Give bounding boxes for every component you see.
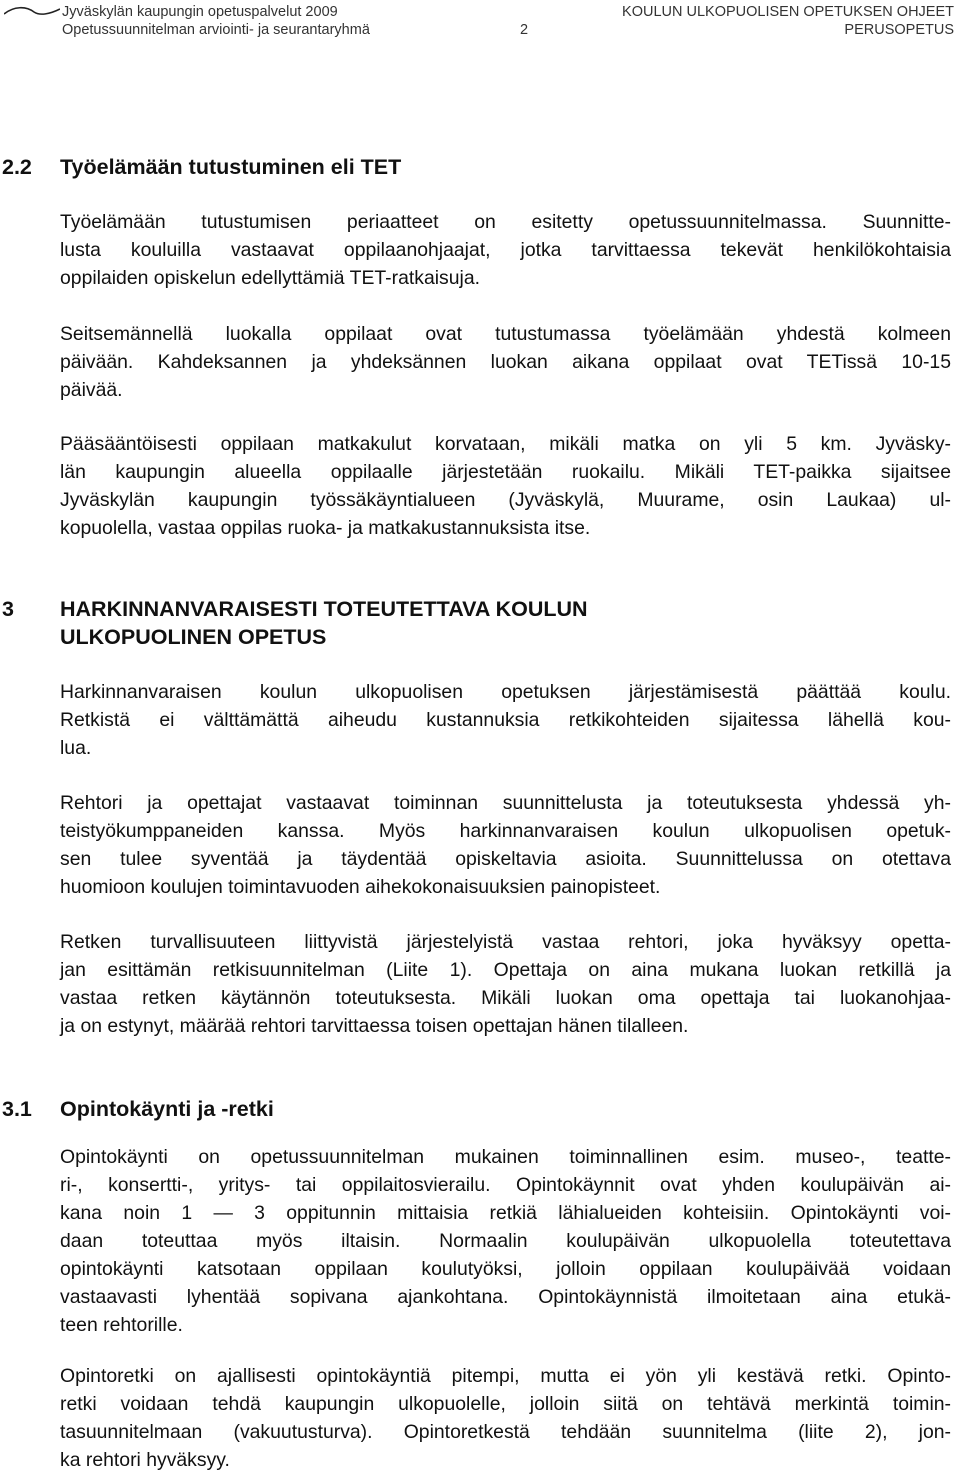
paragraph-discretionary-teaching (60, 678, 951, 762)
text-line: Rehtori ja opettajat vastaavat toiminnan suunnittelusta ja toteutuksesta yhdessä yh- (60, 792, 951, 814)
paragraph-trip-safety (60, 928, 951, 1040)
text-line: teistyökumppaneiden kanssa. Myös harkinnanvaraisen koulun ulkopuolisen opetuk- (60, 820, 951, 842)
text-line: sen tulee syventää ja täydentää opiskeltavia asioita. Suunnittelussa on otettava (60, 848, 951, 870)
text-line: Pääsääntöisesti oppilaan matkakulut korvataan, mikäli matka on yli 5 km. Jyväsky- (60, 433, 951, 455)
text-line: kana noin 1 — 3 oppitunnin mittaisia retkiä lähialueiden kohteisiin. Opintokäynti voi- (60, 1202, 951, 1224)
paragraph-study-trip (60, 1362, 951, 1474)
text-line: jan esittämän retkisuunnitelman (Liite 1). Opettaja on aina mukana luokan retkillä ja (60, 959, 951, 981)
text-line: län kaupungin alueella oppilaalle järjestetään ruokailu. Mikäli TET-paikka sijaitsee (60, 461, 951, 483)
text-line: retki voidaan tehdä kaupungin ulkopuolelle, jolloin siitä on tehtävä merkintä toimin- (60, 1393, 951, 1415)
text-line: vastaa retken käytännön toteutuksesta. Mikäli luokan oma opettaja tai luokanohjaa- (60, 987, 951, 1009)
text-line: Työelämään tutustumisen periaatteet on esitetty opetussuunnitelmassa. Suunnitte- (60, 211, 951, 233)
text-line: lusta kouluilla vastaavat oppilaanohjaajat, jotka tarvittaessa tekevät henkilökohtaisia (60, 239, 951, 261)
text-line: huomioon koulujen toimintavuoden aihekokonaisuuksien painopisteet. (60, 876, 661, 898)
text-line: daan toteuttaa myös iltaisin. Normaalin koulupäivän ulkopuolella toteutettava (60, 1230, 951, 1252)
text-line: päivään. Kahdeksannen ja yhdeksännen luokan aikana oppilaat ovat TETissä 10-15 (60, 351, 951, 373)
text-line: ka rehtori hyväksyy. (60, 1449, 230, 1471)
section-title-line-1: HARKINNANVARAISESTI TOTEUTETTAVA KOULUN (60, 597, 588, 621)
header-doc-subtitle: PERUSOPETUS (844, 22, 954, 38)
paragraph-responsibilities (60, 789, 951, 901)
header-doc-title: KOULUN ULKOPUOLISEN OPETUKSEN OHJEET (622, 4, 954, 20)
paragraph-tet-costs (60, 430, 951, 542)
text-line: päivää. (60, 379, 123, 401)
text-line: Seitsemännellä luokalla oppilaat ovat tutustumassa työelämään yhdestä kolmeen (60, 323, 951, 345)
text-line: oppilaiden opiskelun edellyttämiä TET-ratkaisuja. (60, 267, 481, 289)
section-title-line-2: ULKOPUOLINEN OPETUS (60, 625, 327, 649)
swoosh-logo-icon (4, 6, 60, 16)
header-org: Jyväskylän kaupungin opetuspalvelut 2009 (62, 4, 338, 20)
header-group: Opetussuunnitelman arviointi- ja seurantaryhmä (62, 22, 370, 38)
text-line: teen rehtorille. (60, 1314, 183, 1336)
text-line: Harkinnanvaraisen koulun ulkopuolisen opetuksen järjestämisestä päättää koulu. (60, 681, 951, 703)
section-title: Opintokäynti ja -retki (60, 1097, 274, 1121)
text-line: Jyväskylän kaupungin työssäkäyntialueen (Jyväskylä, Muurame, osin Laukaa) ul- (60, 489, 951, 511)
paragraph-tet-principles (60, 208, 951, 292)
text-line: Opintoretki on ajallisesti opintokäyntiä pitempi, mutta ei yön yli kestävä retki. Opinto- (60, 1365, 951, 1387)
text-line: Opintokäynti on opetussuunnitelman mukainen toiminnallinen esim. museo-, teatte- (60, 1146, 951, 1168)
section-title: Työelämään tutustuminen eli TET (60, 155, 402, 179)
paragraph-study-visit (60, 1143, 951, 1339)
section-number: 3 (2, 597, 14, 621)
section-number: 2.2 (2, 155, 32, 179)
paragraph-tet-duration (60, 320, 951, 404)
text-line: kopuolella, vastaa oppilas ruoka- ja matkakustannuksista itse. (60, 517, 591, 539)
text-line: ja on estynyt, määrää rehtori tarvittaessa toisen opettajan hänen tilalleen. (60, 1015, 689, 1037)
text-line: lua. (60, 737, 92, 759)
text-line: opintokäynti katsotaan oppilaan koulutyöksi, jolloin oppilaan koulupäivää voidaan (60, 1258, 951, 1280)
section-number: 3.1 (2, 1097, 32, 1121)
page-header (0, 0, 960, 48)
text-line: ri-, konsertti-, yritys- tai oppilaitosvierailu. Opintokäynnit ovat yhden koulupäivän ai- (60, 1174, 951, 1196)
text-line: vastaavasti lyhentää sopivana ajankohtana. Opintokäynnistä ilmoitetaan aina etukä- (60, 1286, 951, 1308)
text-line: Retken turvallisuuteen liittyvistä järjestelyistä vastaa rehtori, joka hyväksyy opetta- (60, 931, 951, 953)
text-line: Retkistä ei välttämättä aiheudu kustannuksia retkikohteiden sijaitessa lähellä kou- (60, 709, 951, 731)
text-line: tasuunnitelmaan (vakuutusturva). Opintoretkestä tehdään suunnitelma (liite 2), jon- (60, 1421, 951, 1443)
header-page-number: 2 (520, 22, 529, 38)
